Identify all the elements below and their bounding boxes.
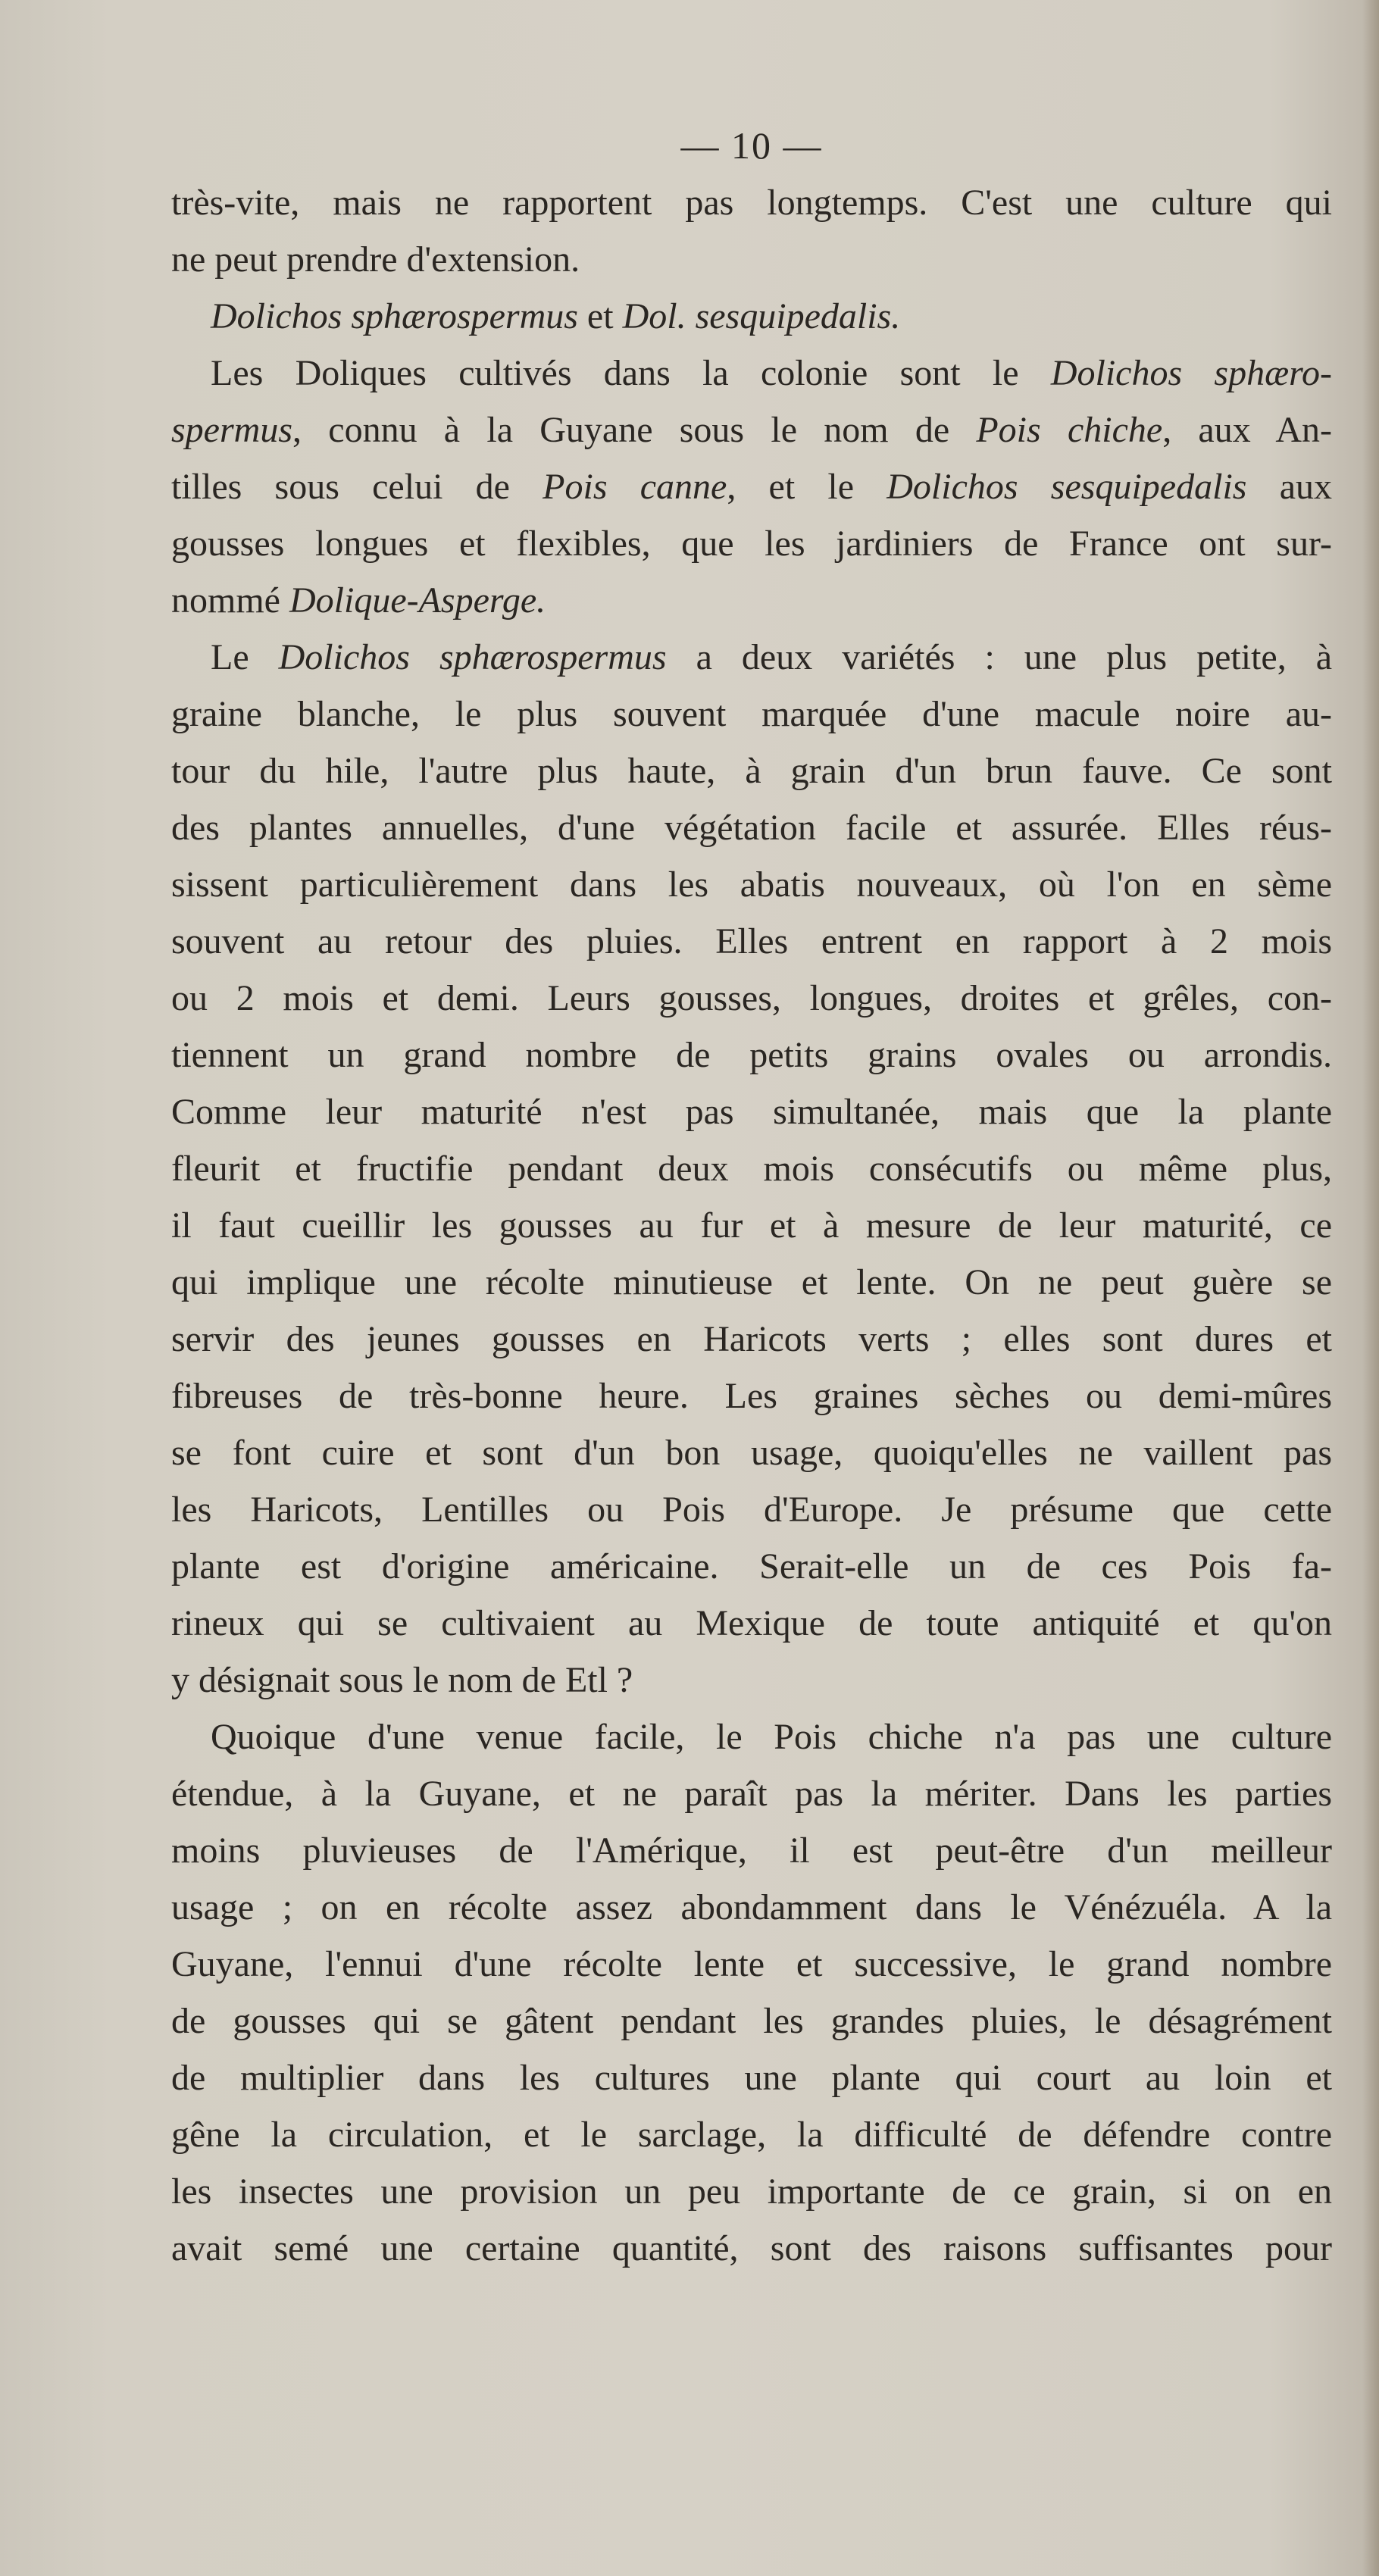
- text-run: avait semé une certaine quantité, sont des raisons suffisantes pour: [171, 2228, 1332, 2268]
- text-line: [171, 1652, 1332, 1708]
- text-line: [171, 515, 1332, 572]
- text-line: [171, 288, 1332, 345]
- text-line: [171, 1197, 1332, 1254]
- italic-term: spermus: [171, 410, 293, 450]
- text-run: , aux An-: [1162, 410, 1332, 450]
- text-run: tiennent un grand nombre de petits grains ovales ou arrondis.: [171, 1035, 1332, 1075]
- text-line: [171, 2106, 1332, 2163]
- text-line: [171, 402, 1332, 458]
- text-run: Les Doliques cultivés dans la colonie sont le: [211, 353, 1051, 393]
- text-run: nommé: [171, 580, 289, 621]
- page-content: [171, 123, 1332, 2277]
- text-run: tour du hile, l'autre plus haute, à grain d'un brun fauve. Ce sont: [171, 751, 1332, 791]
- text-line: [171, 1765, 1332, 1822]
- text-line: [171, 856, 1332, 913]
- text-run: a deux variétés : une plus petite, à: [666, 637, 1333, 677]
- text-run: sissent particulièrement dans les abatis nouveaux, où l'on en sème: [171, 864, 1332, 905]
- text-line: [171, 1538, 1332, 1595]
- text-line: [171, 1481, 1332, 1538]
- text-run: les Haricots, Lentilles ou Pois d'Europe. Je présume que cette: [171, 1490, 1332, 1530]
- text-run: moins pluvieuses de l'Amérique, il est peut-être d'un meilleur: [171, 1830, 1332, 1871]
- text-line: [171, 1879, 1332, 1936]
- text-line: [171, 1368, 1332, 1424]
- text-line: [171, 1311, 1332, 1368]
- text-line: [171, 1083, 1332, 1140]
- text-line: [171, 1822, 1332, 1879]
- text-line: [171, 1993, 1332, 2049]
- text-run: qui implique une récolte minutieuse et lente. On ne peut guère se: [171, 1262, 1332, 1302]
- text-run: il faut cueillir les gousses au fur et à mesure de leur maturité, ce: [171, 1205, 1332, 1246]
- text-line: [171, 345, 1332, 402]
- text-run: et: [577, 296, 623, 336]
- text-line: [171, 1140, 1332, 1197]
- text-run: de gousses qui se gâtent pendant les grandes pluies, le désagrément: [171, 2001, 1332, 2041]
- text-line: [171, 1424, 1332, 1481]
- text-line: [171, 1936, 1332, 1993]
- text-line: [171, 913, 1332, 970]
- text-run: gêne la circulation, et le sarclage, la difficulté de défendre contre: [171, 2115, 1332, 2155]
- text-line: [171, 799, 1332, 856]
- text-line: [171, 2049, 1332, 2106]
- text-line: [171, 1027, 1332, 1083]
- italic-term: Dolichos sphærospermus: [278, 637, 667, 677]
- text-run: servir des jeunes gousses en Haricots verts ; elles sont dures et: [171, 1319, 1332, 1359]
- text-run: se font cuire et sont d'un bon usage, quoiqu'elles ne vaillent pas: [171, 1433, 1332, 1473]
- text-run: fibreuses de très-bonne heure. Les graines sèches ou demi-mûres: [171, 1376, 1332, 1416]
- page-number: — 10 —: [680, 124, 823, 167]
- text-run: étendue, à la Guyane, et ne paraît pas la mériter. Dans les parties: [171, 1774, 1332, 1814]
- text-line: [171, 1708, 1332, 1765]
- text-run: Comme leur maturité n'est pas simultanée, mais que la plante: [171, 1092, 1332, 1132]
- text-run: , et le: [727, 467, 887, 507]
- text-line: [171, 174, 1332, 231]
- text-line: [171, 2220, 1332, 2277]
- text-run: fleurit et fructifie pendant deux mois consécutifs ou même plus,: [171, 1149, 1332, 1189]
- text-run: ne peut prendre d'extension.: [171, 239, 580, 280]
- text-line: [171, 572, 1332, 629]
- text-line: [171, 629, 1332, 686]
- text-run: gousses longues et flexibles, que les jardiniers de France ont sur-: [171, 524, 1332, 564]
- text-run: , connu à la Guyane sous le nom de: [292, 410, 977, 450]
- text-run: des plantes annuelles, d'une végétation facile et assurée. Elles réus-: [171, 808, 1332, 848]
- italic-term: Dolichos sphæro-: [1050, 353, 1333, 393]
- text-run: Quoique d'une venue facile, le Pois chiche n'a pas une culture: [211, 1717, 1332, 1757]
- text-run: de multiplier dans les cultures une plante qui court au loin et: [171, 2058, 1332, 2098]
- text-line: [171, 2163, 1332, 2220]
- italic-term: Dol. sesquipedalis.: [622, 296, 901, 336]
- text-run: usage ; on en récolte assez abondamment dans le Vénézuéla. A la: [171, 1887, 1332, 1927]
- text-run: les insectes une provision un peu importante de ce grain, si on en: [171, 2171, 1332, 2212]
- text-run: tilles sous celui de: [171, 467, 543, 507]
- text-line: [171, 742, 1332, 799]
- text-line: [171, 686, 1332, 742]
- text-line: [171, 1595, 1332, 1652]
- text-line: [171, 1254, 1332, 1311]
- text-run: ou 2 mois et demi. Leurs gousses, longues, droites et grêles, con-: [171, 978, 1332, 1018]
- text-run: Guyane, l'ennui d'une récolte lente et successive, le grand nombre: [171, 1944, 1332, 1984]
- text-line: [171, 231, 1332, 288]
- text-run: graine blanche, le plus souvent marquée d'une macule noire au-: [171, 694, 1332, 734]
- text-run: aux: [1246, 467, 1332, 507]
- italic-term: Dolichos sphærospermus: [211, 296, 578, 336]
- text-line: [171, 970, 1332, 1027]
- text-run: plante est d'origine américaine. Serait-elle un de ces Pois fa-: [171, 1546, 1332, 1587]
- text-run: très-vite, mais ne rapportent pas longtemps. C'est une culture qui: [171, 183, 1332, 223]
- text-run: Le: [211, 637, 279, 677]
- italic-term: Dolichos sesquipedalis: [886, 467, 1247, 507]
- body-text: [171, 174, 1332, 2277]
- italic-term: Pois chiche: [976, 410, 1163, 450]
- italic-term: Dolique-Asperge.: [289, 580, 546, 621]
- text-run: souvent au retour des pluies. Elles entrent en rapport à 2 mois: [171, 921, 1332, 961]
- text-run: y désignait sous le nom de Etl ?: [171, 1660, 633, 1700]
- text-line: [171, 458, 1332, 515]
- text-run: rineux qui se cultivaient au Mexique de toute antiquité et qu'on: [171, 1603, 1332, 1643]
- italic-term: Pois canne: [543, 467, 727, 507]
